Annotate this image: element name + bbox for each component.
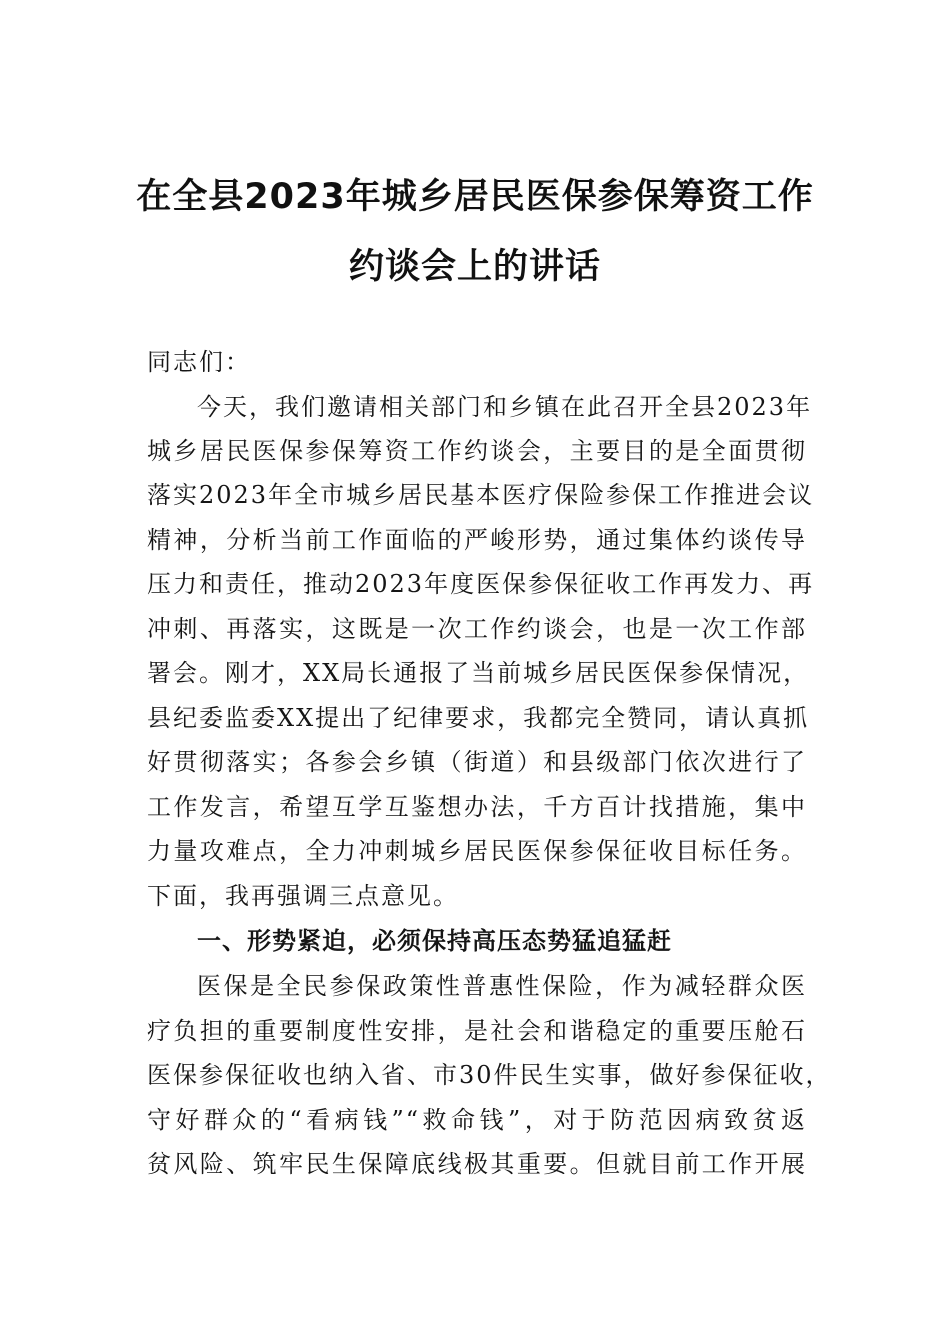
document-title-line-2: 约谈会上的讲话 [348, 247, 601, 287]
salutation: 同志们： [147, 348, 251, 376]
paragraph-line: 好贯彻落实；各参会乡镇（街道）和县级部门依次进行了 [147, 748, 807, 776]
paragraph-line: 县纪委监委XX提出了纪律要求，我都完全赞同，请认真抓 [147, 704, 810, 732]
paragraph-line: 力量攻难点，全力冲刺城乡居民医保参保征收目标任务。 [147, 837, 807, 865]
paragraph-line: 工作发言，希望互学互鉴想办法，千方百计找措施，集中 [147, 793, 807, 821]
paragraph-line: 精神，分析当前工作面临的严峻形势，通过集体约谈传导 [147, 526, 807, 554]
paragraph-line: 医保是全民参保政策性普惠性保险，作为减轻群众医 [197, 972, 807, 1000]
section-heading: 一、形势紧迫，必须保持高压态势猛追猛赶 [197, 927, 672, 955]
paragraph-line: 今天，我们邀请相关部门和乡镇在此召开全县2023年 [197, 393, 813, 421]
paragraph-line: 贫风险、筑牢民生保障底线极其重要。但就目前工作开展 [147, 1150, 807, 1178]
paragraph-line: 城乡居民医保参保筹资工作约谈会，主要目的是全面贯彻 [147, 437, 807, 465]
paragraph-line: 压力和责任，推动2023年度医保参保征收工作再发力、再 [147, 570, 815, 598]
document-title-line-1: 在全县2023年城乡居民医保参保筹资工作 [136, 177, 814, 217]
paragraph-line: 医保参保征收也纳入省、市30件民生实事，做好参保征收， [147, 1061, 832, 1089]
paragraph-line: 守好群众的“看病钱”“救命钱”，对于防范因病致贫返 [147, 1106, 807, 1134]
paragraph-line: 署会。刚才，XX局长通报了当前城乡居民医保参保情况， [147, 659, 810, 687]
paragraph-line: 疗负担的重要制度性安排，是社会和谐稳定的重要压舱石 [147, 1017, 807, 1045]
paragraph-line: 下面，我再强调三点意见。 [147, 882, 459, 910]
paragraph-line: 落实2023年全市城乡居民基本医疗保险参保工作推进会议 [147, 481, 815, 509]
paragraph-line: 冲刺、再落实，这既是一次工作约谈会，也是一次工作部 [147, 615, 807, 643]
